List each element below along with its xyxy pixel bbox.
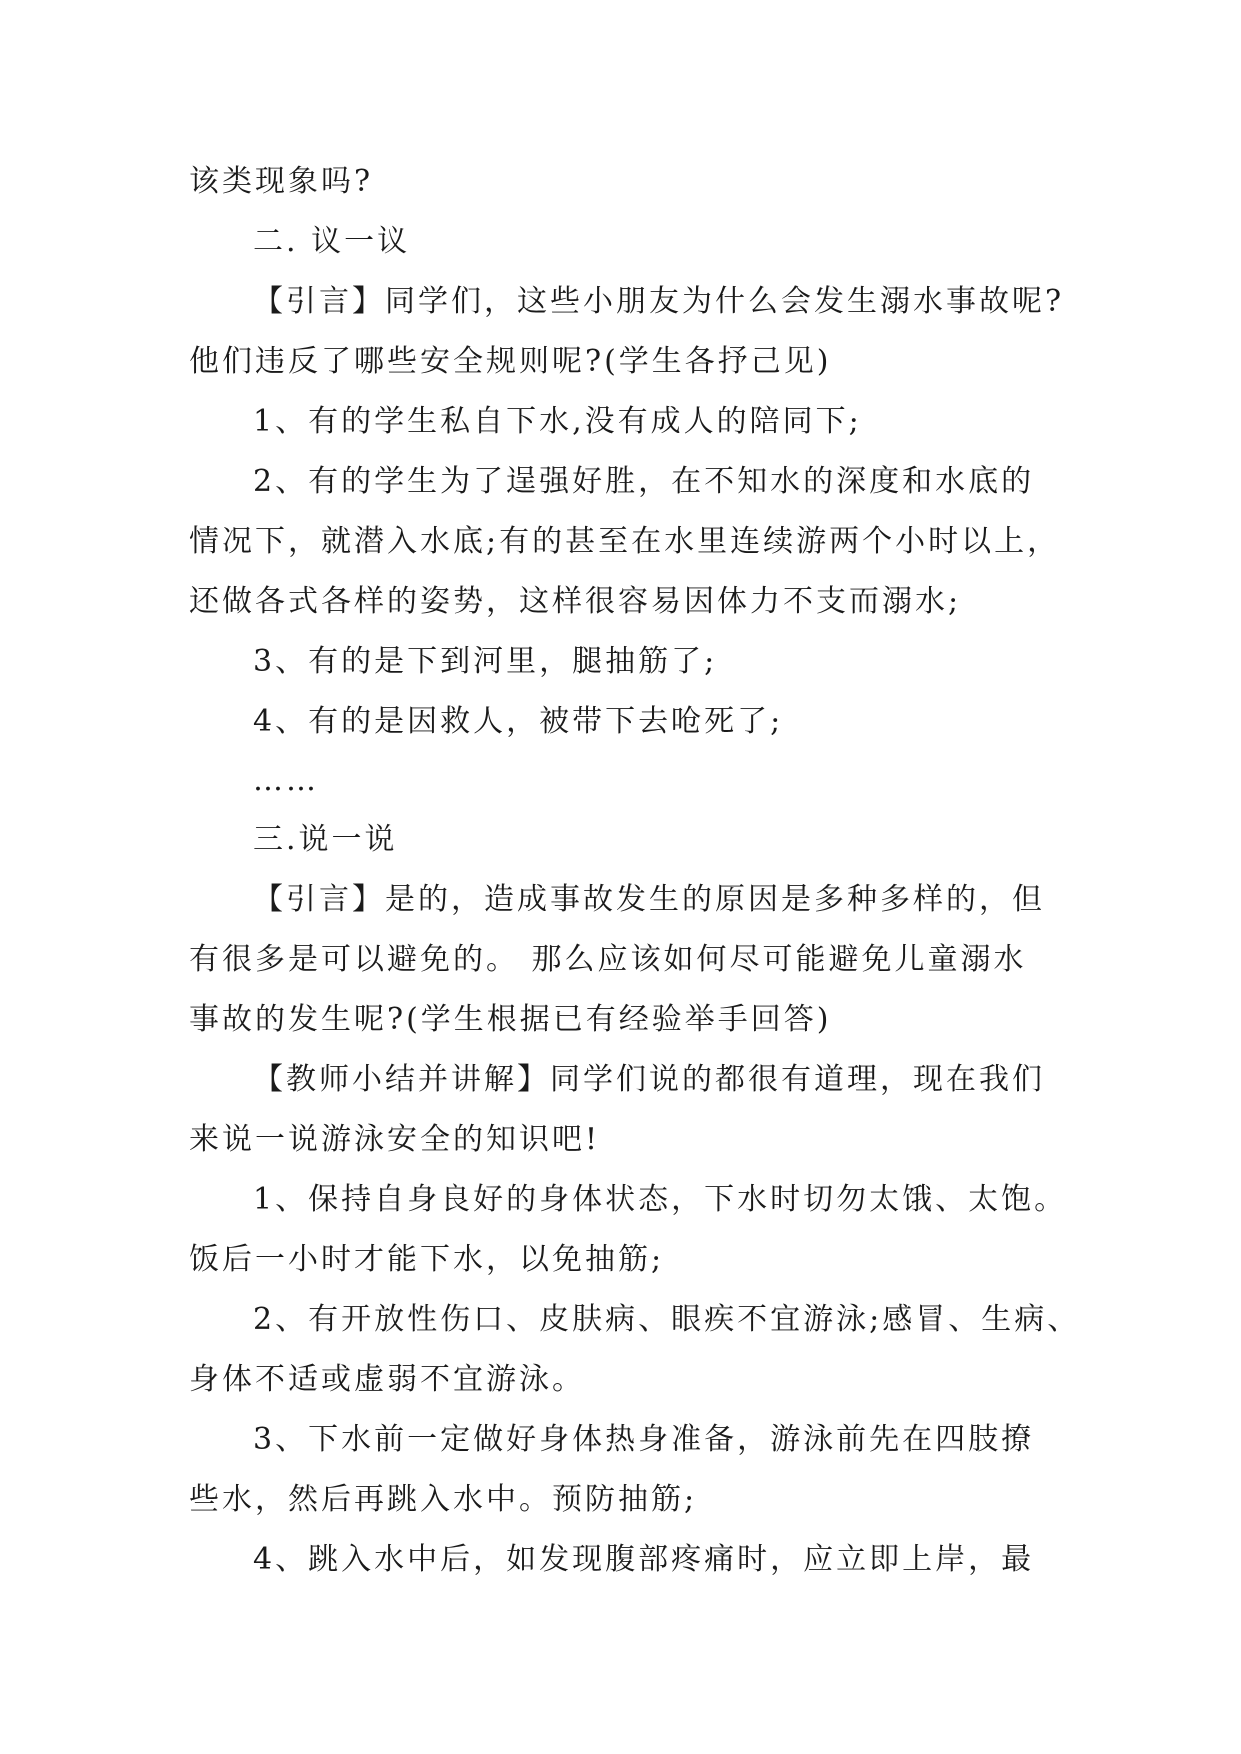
list-item: 1、有的学生私自下水,没有成人的陪同下; (253, 404, 862, 439)
text-line: 来说一说游泳安全的知识吧! (189, 1122, 601, 1157)
list-item: 2、有的学生为了逞强好胜，在不知水的深度和水底的 (253, 464, 1035, 499)
text-line: 些水，然后再跳入水中。预防抽筋; (189, 1482, 698, 1517)
text-line: 还做各式各样的姿势，这样很容易因体力不支而溺水; (189, 584, 962, 619)
list-item: 1、保持自身良好的身体状态，下水时切勿太饿、太饱。 (253, 1182, 1068, 1217)
list-item: 3、有的是下到河里，腿抽筋了; (253, 644, 718, 679)
list-item: 4、有的是因救人，被带下去呛死了; (253, 704, 784, 739)
text-line: 【引言】是的，造成事故发生的原因是多种多样的，但 (253, 882, 1045, 917)
text-line: 有很多是可以避免的。 那么应该如何尽可能避免儿童溺水 (189, 942, 1027, 977)
document-body (189, 152, 1081, 1590)
list-item: 4、跳入水中后，如发现腹部疼痛时，应立即上岸，最 (253, 1542, 1035, 1577)
text-line: 饭后一小时才能下水，以免抽筋; (189, 1242, 665, 1277)
section-heading: 二. 议一议 (253, 224, 411, 259)
list-item: 2、有开放性伤口、皮肤病、眼疾不宜游泳;感冒、生病、 (253, 1302, 1081, 1337)
text-line: 该类现象吗? (189, 164, 374, 199)
text-line: 情况下，就潜入水底;有的甚至在水里连续游两个小时以上， (189, 524, 1061, 559)
text-line: 【引言】同学们，这些小朋友为什么会发生溺水事故呢? (253, 284, 1065, 319)
ellipsis: …… (253, 763, 319, 798)
text-line: 事故的发生呢?(学生根据已有经验举手回答) (189, 1002, 832, 1037)
text-line: 【教师小结并讲解】同学们说的都很有道理，现在我们 (253, 1062, 1045, 1097)
text-line: 身体不适或虚弱不宜游泳。 (189, 1362, 585, 1397)
text-line: 他们违反了哪些安全规则呢?(学生各抒己见) (189, 344, 832, 379)
list-item: 3、下水前一定做好身体热身准备，游泳前先在四肢撩 (253, 1422, 1035, 1457)
section-heading: 三.说一说 (253, 822, 398, 857)
